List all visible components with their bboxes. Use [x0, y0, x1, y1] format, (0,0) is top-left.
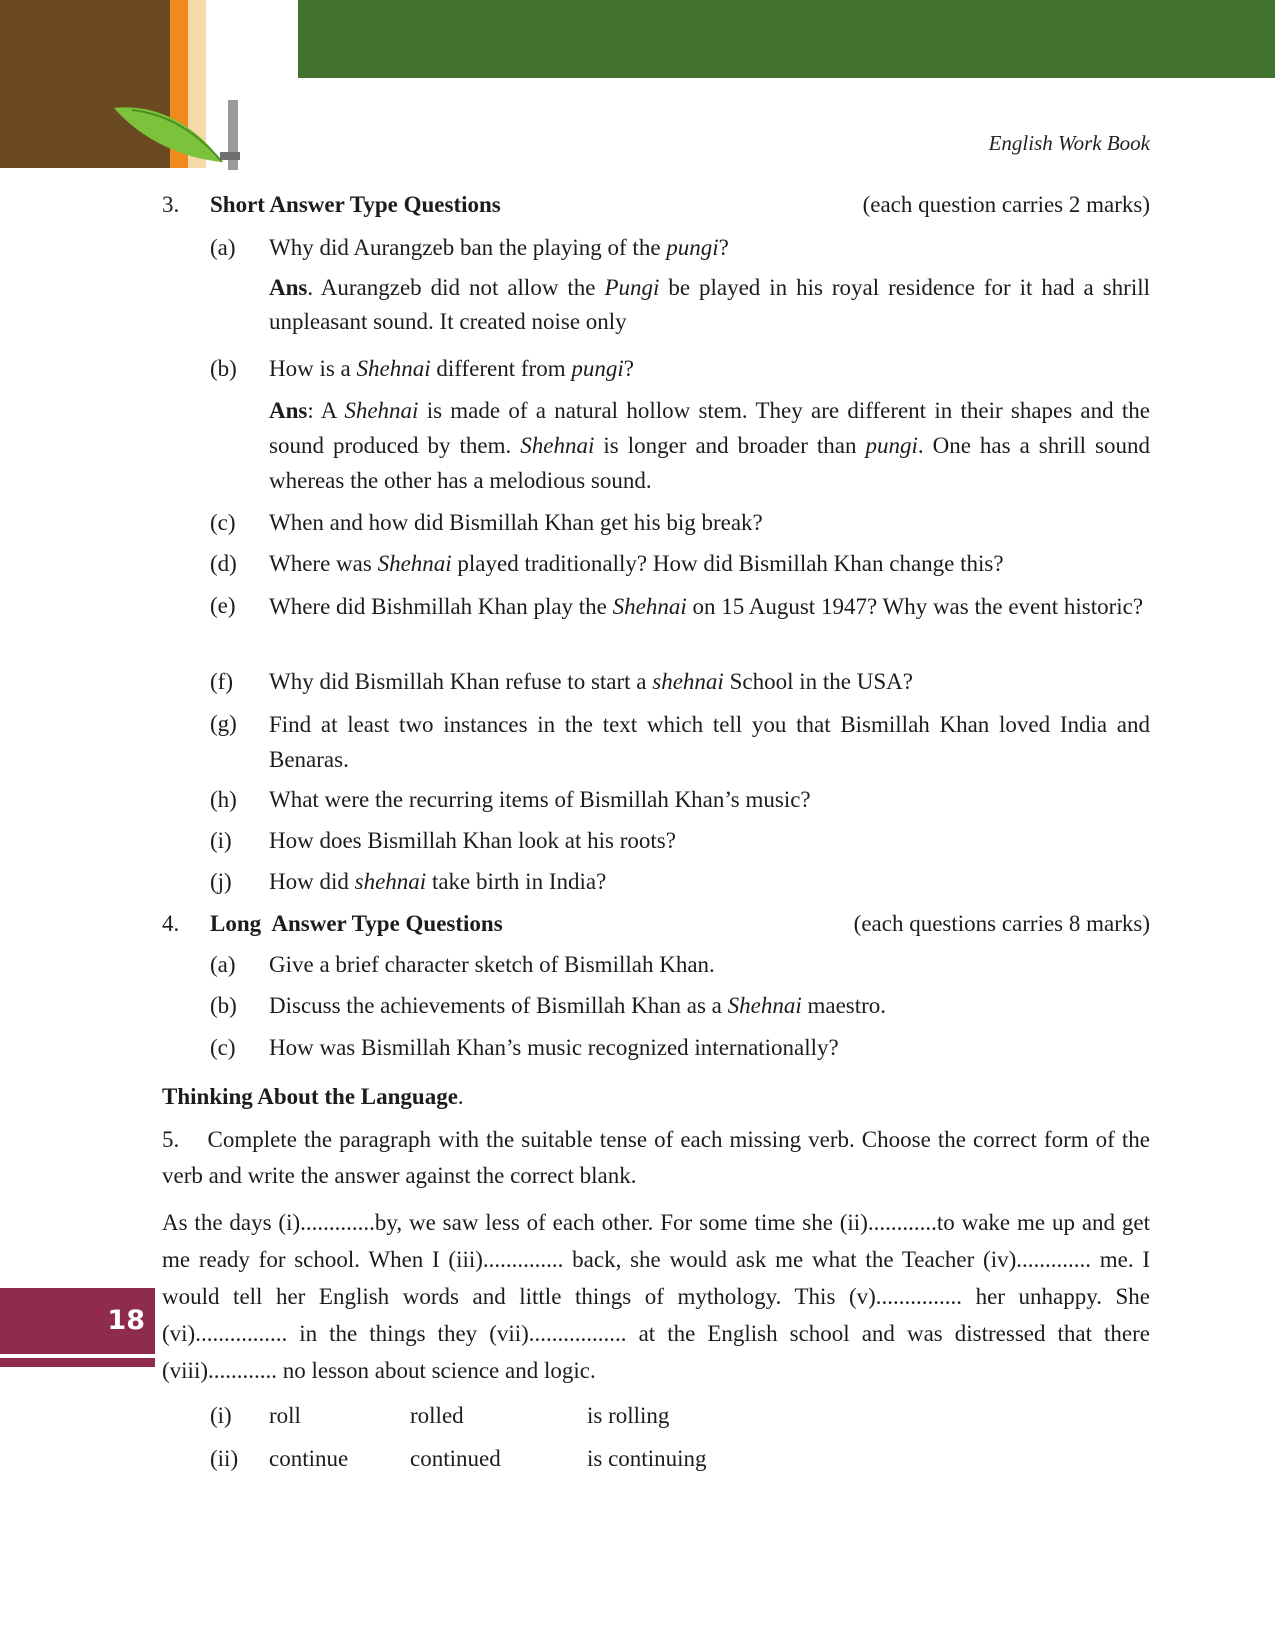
q3e-question: Where did Bishmillah Khan play the Shehnai on 15 August 1947? Why was the event historic? — [269, 594, 1144, 619]
q3i-label: (i) — [210, 828, 232, 853]
q3i-question: How does Bismillah Khan look at his roots? — [269, 828, 676, 853]
q4b-question: Discuss the achievements of Bismillah Khan as a Shehnai maestro. — [269, 993, 887, 1018]
q3-heading: Short Answer Type Questions — [210, 192, 501, 217]
leaf-decoration-icon — [112, 100, 242, 170]
q3d-label: (d) — [210, 551, 237, 576]
q3f-question: Why did Bismillah Khan refuse to start a shehnai School in the USA? — [269, 669, 913, 694]
q3a-question: Why did Aurangzeb ban the playing of the pungi? — [269, 235, 729, 260]
q3f-label: (f) — [210, 669, 233, 694]
q4-heading: Long Answer Type Questions — [210, 911, 503, 936]
q3g-question: Find at least two instances in the text which tell you that Bismillah Khan loved India and Benaras. — [269, 712, 1150, 772]
option-choice: continue — [269, 1446, 349, 1471]
q3c-label: (c) — [210, 510, 236, 535]
q3h-label: (h) — [210, 787, 237, 812]
q3-number: 3. — [162, 192, 180, 217]
language-heading: Thinking About the Language. — [162, 1084, 464, 1109]
option-label: (ii) — [210, 1446, 239, 1471]
q4-marks: (each questions carries 8 marks) — [853, 911, 1150, 936]
option-label: (i) — [210, 1403, 232, 1428]
q3b-question: How is a Shehnai different from pungi? — [269, 356, 634, 381]
q3d-question: Where was Shehnai played traditionally? How did Bismillah Khan change this? — [269, 551, 1004, 576]
q4-number: 4. — [162, 911, 180, 936]
page-number-underline — [0, 1358, 155, 1367]
q3c-question: When and how did Bismillah Khan get his big break? — [269, 510, 763, 535]
page-number: 18 — [107, 1305, 145, 1336]
q3h-question: What were the recurring items of Bismillah Khan’s music? — [269, 787, 811, 812]
q4a-question: Give a brief character sketch of Bismillah Khan. — [269, 952, 715, 977]
q4b-label: (b) — [210, 993, 237, 1018]
q3a-label: (a) — [210, 235, 236, 260]
q3j-question: How did shehnai take birth in India? — [269, 869, 607, 894]
option-choice: is continuing — [587, 1446, 707, 1471]
option-choice: rolled — [410, 1403, 464, 1428]
q4c-question: How was Bismillah Khan’s music recognized internationally? — [269, 1035, 839, 1060]
header-green-bar — [298, 0, 1275, 78]
q3b-label: (b) — [210, 356, 237, 381]
fill-blank-paragraph: As the days (i).............by, we saw less of each other. For some time she (ii)............to wake me up and get me ready for school. When I (iii).............. back, she would ask me what the Teacher (iv)............. me. I would tell her English words and little things of mythology. This (v)............... her unhappy. She (vi)................ in the things they (vii)................. at the English school and was distressed that there (viii)............ no lesson about science and logic. — [162, 1210, 1150, 1383]
q3j-label: (j) — [210, 869, 232, 894]
header-title: English Work Book — [988, 131, 1150, 155]
q5-instruction: 5. Complete the paragraph with the suitable tense of each missing verb. Choose the correct form of the verb and write the answer against the correct blank. — [162, 1127, 1156, 1188]
option-choice: is rolling — [587, 1403, 670, 1428]
option-choice: continued — [410, 1446, 501, 1471]
q3g-label: (g) — [210, 711, 237, 736]
q3-marks: (each question carries 2 marks) — [862, 192, 1150, 217]
q4c-label: (c) — [210, 1035, 236, 1060]
q3e-label: (e) — [210, 593, 236, 618]
q4a-label: (a) — [210, 952, 236, 977]
option-choice: roll — [269, 1403, 301, 1428]
